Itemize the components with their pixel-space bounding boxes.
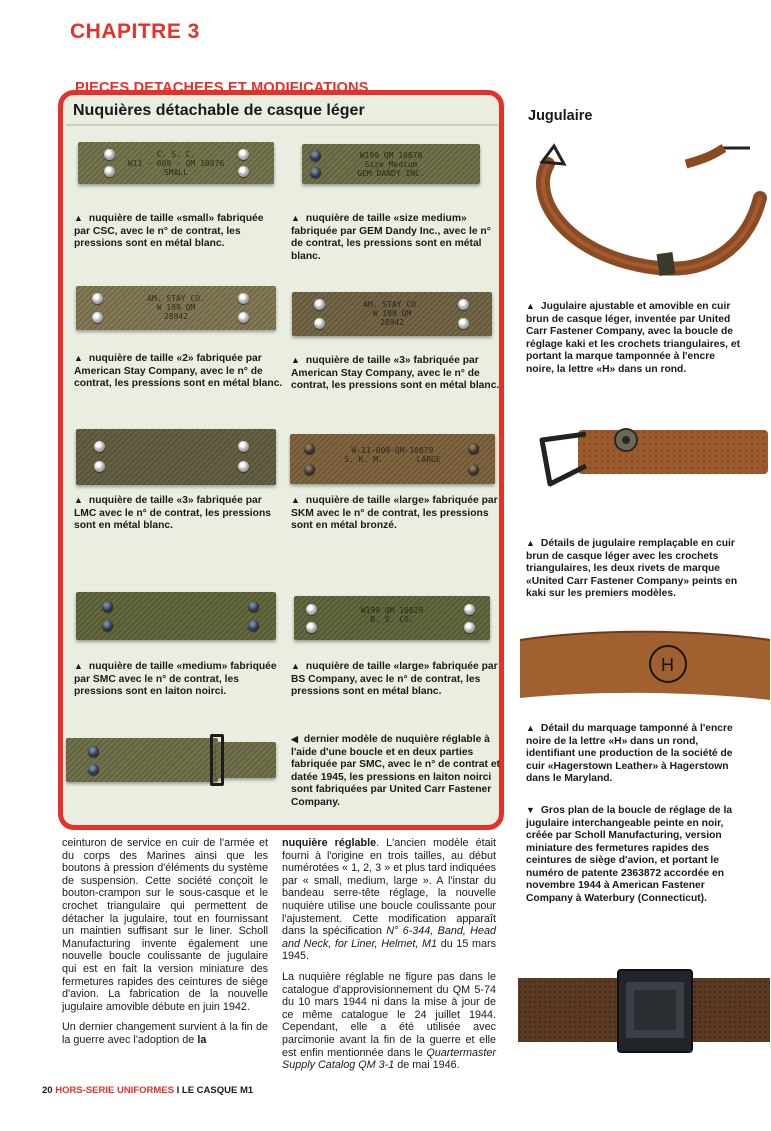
caption-nuquiere-large-bs: ▲ nuquière de taille «large» fabriquée par BS Company, avec le n° de contrat, les pressions sont en métal blanc. [291,661,498,697]
page-number: 20 [42,1085,53,1096]
triangle-left-icon: ◀ [291,734,298,744]
caption-nuquiere-3-lmc: ▲ nuquière de taille «3» fabriquée par LMC avec le n° de contrat, les pressions sont en métal blanc. [74,495,271,531]
photo-h-stamp [520,620,770,710]
caption-nuquiere-large-skm: ▲ nuquière de taille «large» fabriquée par SKM avec le n° de contrat, les pressions sont en métal bronzé. [291,495,498,531]
footer-separator: I [176,1085,180,1096]
snap-icon [94,461,105,472]
snap-icon [104,166,115,177]
body-paragraph: ceinturon de service en cuir de l'armée et du corps des Marines ainsi que les boutons à pression d'éléments du système de suspension. Cette société conçoit le bouton-crampon sur le sous-casque et le crochet triangulaire qui permettent de détacher la jugulaire, tout en fournissant un maintien suffisant sur le liner. Scholl Manufacturing invente également une nouvelle boucle coulissante de jugulaire qui est en fait la version miniature des fermetures rapides des ceintures de siège d'avion. La fabrication de la nouvelle jugulaire amovible débute en juin 1942. [62,837,268,1013]
caption-nuquiere-reglable: ◀ dernier modèle de nuquière réglable à l'aide d'une boucle et en deux parties fabriquée par SMC, avec le n° de contrat et datée 1945, les pressions en laiton noirci sont fabriquées par United Carr Fastener Company. [291,734,500,808]
body-paragraph: La nuquière réglable ne figure pas dans le catalogue d'approvisionnement du QM 5-74 du 10 mars 1944 ni dans la mise à jour de ce même catalogue le 24 juillet 1944. Cependant, elle a été utilisée avec parcimonie avant la fin de la guerre et elle est enfin mentionnée dans le Quartermaster Supply Catalog QM 3-1 de mai 1946. [282,970,496,1072]
snap-icon [464,622,475,633]
snap-icon [238,312,249,323]
snap-icon [310,150,321,161]
snap-icon [88,764,99,775]
page-footer [42,1085,253,1096]
snap-icon [458,299,469,310]
body-paragraph: Un dernier changement survient à la fin de la guerre avec l'adoption de la [62,1021,268,1046]
snap-icon [458,318,469,329]
strap-stamp: AM. STAY CO. W 199 QM 28942 [147,294,205,321]
strap-stamp: W199 QM 10878 Size Medium GEM DANDY INC. [357,151,425,178]
triangle-up-icon: ▲ [74,495,83,505]
snap-icon [88,746,99,757]
body-column-1 [62,837,268,1047]
snap-icon [306,622,317,633]
strap-stamp: W-11-009-QM-10879 S. K. M. LARGE [344,446,441,464]
body-column-2 [282,837,496,1072]
snap-icon [468,464,479,475]
caption-nuquiere-small: ▲ nuquière de taille «small» fabriquée par CSC, avec le n° de contrat, les pressions sont en métal blanc. [74,213,264,249]
snap-icon [306,604,317,615]
snap-icon [102,620,113,631]
strap-stamp: AM. STAY CO. W 199 QM 28942 [363,300,421,327]
photo-nuquiere-medium-smc [76,588,276,644]
triangle-up-icon: ▲ [74,661,83,671]
triangle-up-icon: ▲ [291,661,300,671]
photo-nuquiere-3-american [292,288,492,340]
buckle-icon [657,252,676,276]
caption-jugulaire-2: ▲ Détails de jugulaire remplaçable en cuir brun de casque léger avec les crochets triangulaires, les deux rivets de marque «United Carr Fastener Company» peints en kaki sur les premiers modèles. [526,538,738,599]
snap-icon [94,441,105,452]
snap-icon [464,604,475,615]
jugulaire-title: Jugulaire [528,108,593,124]
h-stamp-letter: H [661,655,674,675]
snap-icon [468,443,479,454]
box-divider [66,124,498,126]
snap-icon [238,441,249,452]
issue-title: LE CASQUE M1 [181,1085,254,1096]
photo-nuquiere-large-skm [290,430,495,490]
photo-jugulaire-full [518,128,768,288]
caption-nuquiere-size-medium: ▲ nuquière de taille «size medium» fabriquée par GEM Dandy Inc., avec le n° de contrat, les pressions sont en métal blanc. [291,213,491,262]
snap-icon [314,299,325,310]
photo-buckle-closeup [518,960,770,1072]
snap-icon [104,149,115,160]
triangle-up-icon: ▲ [526,301,535,311]
strap-stamp: C. S. C. W11 - 009 - QM 10876 SMALL [127,150,225,177]
section-title: PIECES DETACHEES ET MODIFICATIONS [75,80,369,96]
caption-jugulaire-3: ▲ Détail du marquage tamponné à l'encre noire de la lettre «H» dans un rond, identifiant une production de la société de cuir «Hagerstown Leather» à Hagerstown dans le Maryland. [526,723,733,784]
caption-nuquiere-2: ▲ nuquière de taille «2» fabriquée par American Stay Company, avec le n° de contrat, les pressions sont en métal blanc. [74,353,283,389]
snap-icon [238,166,249,177]
photo-nuquiere-large-bs [290,590,495,646]
snap-icon [102,601,113,612]
snap-icon [248,601,259,612]
triangle-up-icon: ▲ [291,213,300,223]
chapter-heading: CHAPITRE 3 [70,20,200,43]
caption-jugulaire-4: ▼ Gros plan de la boucle de réglage de la jugulaire interchangeable peinte en noir, créée par Scholl Manufacturing, version miniature des fermetures rapides des ceintures de siège d'avion, et portant le numéro de patente 2363872 accordée en novembre 1944 à American Fastener Company à Waterbury (Connecticut). [526,805,733,904]
snap-icon [310,167,321,178]
photo-nuquiere-size-medium [296,140,486,190]
triangle-up-icon: ▲ [291,495,300,505]
magazine-name: HORS-SERIE UNIFORMES [55,1085,174,1096]
photo-nuquiere-small [78,138,274,188]
photo-nuquiere-2 [76,282,276,334]
triangle-up-icon: ▲ [291,355,300,365]
photo-nuquiere-reglable [66,730,276,790]
snap-icon [304,464,315,475]
box-title: Nuquières détachable de casque léger [73,102,365,119]
body-paragraph: nuquière réglable. L'ancien modèle était fourni à l'origine en trois tailles, au début numérotées « 1, 2, 3 » et plus tard indiquées par « small, medium, large ». A l'instar du bandeau serre-tête réglage, la nouvelle nuquière utilise une boucle coulissante pour l'ajustement. Cette modification apparaît dans la spécification N° 6-344, Band, Head and Neck, for Liner, Helmet, M1 du 15 mars 1945. [282,837,497,963]
snap-icon [248,620,259,631]
snap-icon [238,293,249,304]
snap-icon [304,443,315,454]
caption-jugulaire-1: ▲ Jugulaire ajustable et amovible en cuir brun de casque léger, inventée par United Carr Fastener Company, avec la boucle de réglage kaki et les crochets triangulaires, et portant la marque tamponnée à l'encre noire, la lettre «H» dans un rond. [526,301,741,375]
triangle-up-icon: ▲ [526,538,535,548]
snap-icon [238,461,249,472]
triangle-down-icon: ▼ [526,805,535,815]
photo-nuquiere-3-lmc [76,425,276,490]
snap-icon [238,149,249,160]
triangle-up-icon: ▲ [526,723,535,733]
snap-icon [92,293,103,304]
snap-icon [314,318,325,329]
snap-icon [92,312,103,323]
leather-curve-shape [520,632,770,700]
buckle-icon [210,734,224,786]
strap-stamp: W199 QM 10829 B. S. CO. [360,606,424,624]
triangle-up-icon: ▲ [74,353,83,363]
triangle-up-icon: ▲ [74,213,83,223]
photo-jugulaire-detail [528,400,768,510]
caption-nuquiere-3-american: ▲ nuquière de taille «3» fabriquée par American Stay Company, avec le n° de contrat, les pressions sont en métal blanc. [291,355,500,391]
caption-nuquiere-medium-smc: ▲ nuquière de taille «medium» fabriquée par SMC avec le n° de contrat, les pressions sont en laiton noirci. [74,661,277,697]
